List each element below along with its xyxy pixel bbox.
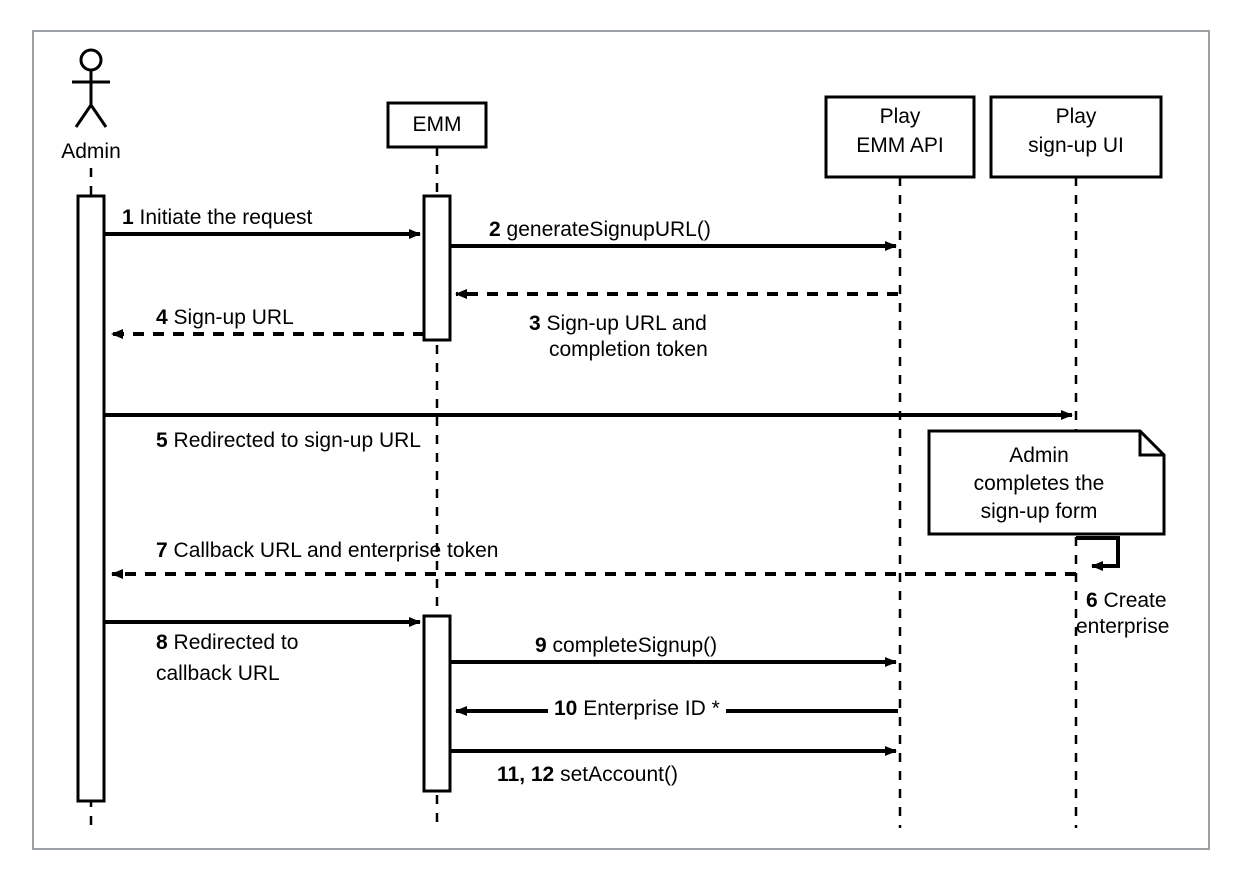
message-10-label [548, 696, 726, 721]
message-10-number: 10 [554, 697, 578, 720]
message-7-number: 7 [156, 539, 168, 562]
message-11-12-label [497, 762, 678, 787]
message-4-label [156, 305, 294, 330]
message-8-text: Redirected to [173, 631, 299, 654]
message-3-text-line2: completion token [549, 338, 708, 361]
message-1-label [122, 205, 312, 230]
note-signup-line3: sign-up form [980, 500, 1098, 523]
message-2-label [489, 217, 711, 242]
message-5-label [156, 428, 421, 453]
message-7-text: Callback URL and enterprise token [173, 539, 499, 562]
message-6-text: Create [1103, 589, 1167, 612]
message-6-label [1086, 588, 1167, 613]
message-8-number: 8 [156, 631, 168, 654]
actor-label-emm: EMM [412, 113, 462, 136]
note-signup-line1: Admin [1009, 444, 1069, 467]
message-3-label [529, 311, 707, 336]
message-5-number: 5 [156, 429, 168, 452]
message-11-12-number: 11, 12 [497, 763, 555, 786]
actor-admin-figure [72, 50, 110, 127]
message-6-text-line2: enterprise [1076, 615, 1170, 638]
message-6-number: 6 [1086, 589, 1098, 612]
message-9-text: completeSignup() [552, 634, 718, 657]
message-4-number: 4 [156, 306, 168, 329]
message-6-self-arrow [1076, 538, 1118, 566]
message-8-label [156, 630, 298, 655]
activation-emm-2 [424, 616, 450, 791]
message-3-number: 3 [529, 312, 541, 335]
message-1-number: 1 [122, 206, 134, 229]
message-11-12-text: setAccount() [560, 763, 678, 786]
message-2-text: generateSignupURL() [506, 218, 711, 241]
message-9-label [535, 633, 717, 658]
message-7-label [156, 538, 498, 563]
message-8-text-line2: callback URL [156, 662, 280, 685]
message-2-number: 2 [489, 218, 501, 241]
message-5-text: Redirected to sign-up URL [173, 429, 421, 452]
actor-label-play-emm-api-line1: Play [879, 105, 921, 128]
actor-label-play-emm-api-line2: EMM API [856, 134, 944, 157]
activation-emm-1 [424, 196, 450, 340]
actor-label-admin: Admin [61, 140, 121, 163]
message-1-text: Initiate the request [139, 206, 313, 229]
actor-label-play-signup-ui-line2: sign-up UI [1028, 134, 1124, 157]
note-signup-line2: completes the [973, 472, 1105, 495]
message-3-text: Sign-up URL and [546, 312, 707, 335]
message-10-text: Enterprise ID * [583, 697, 720, 720]
message-4-text: Sign-up URL [173, 306, 294, 329]
actor-label-play-signup-ui-line1: Play [1055, 105, 1097, 128]
activation-admin [78, 196, 104, 801]
message-9-number: 9 [535, 634, 547, 657]
